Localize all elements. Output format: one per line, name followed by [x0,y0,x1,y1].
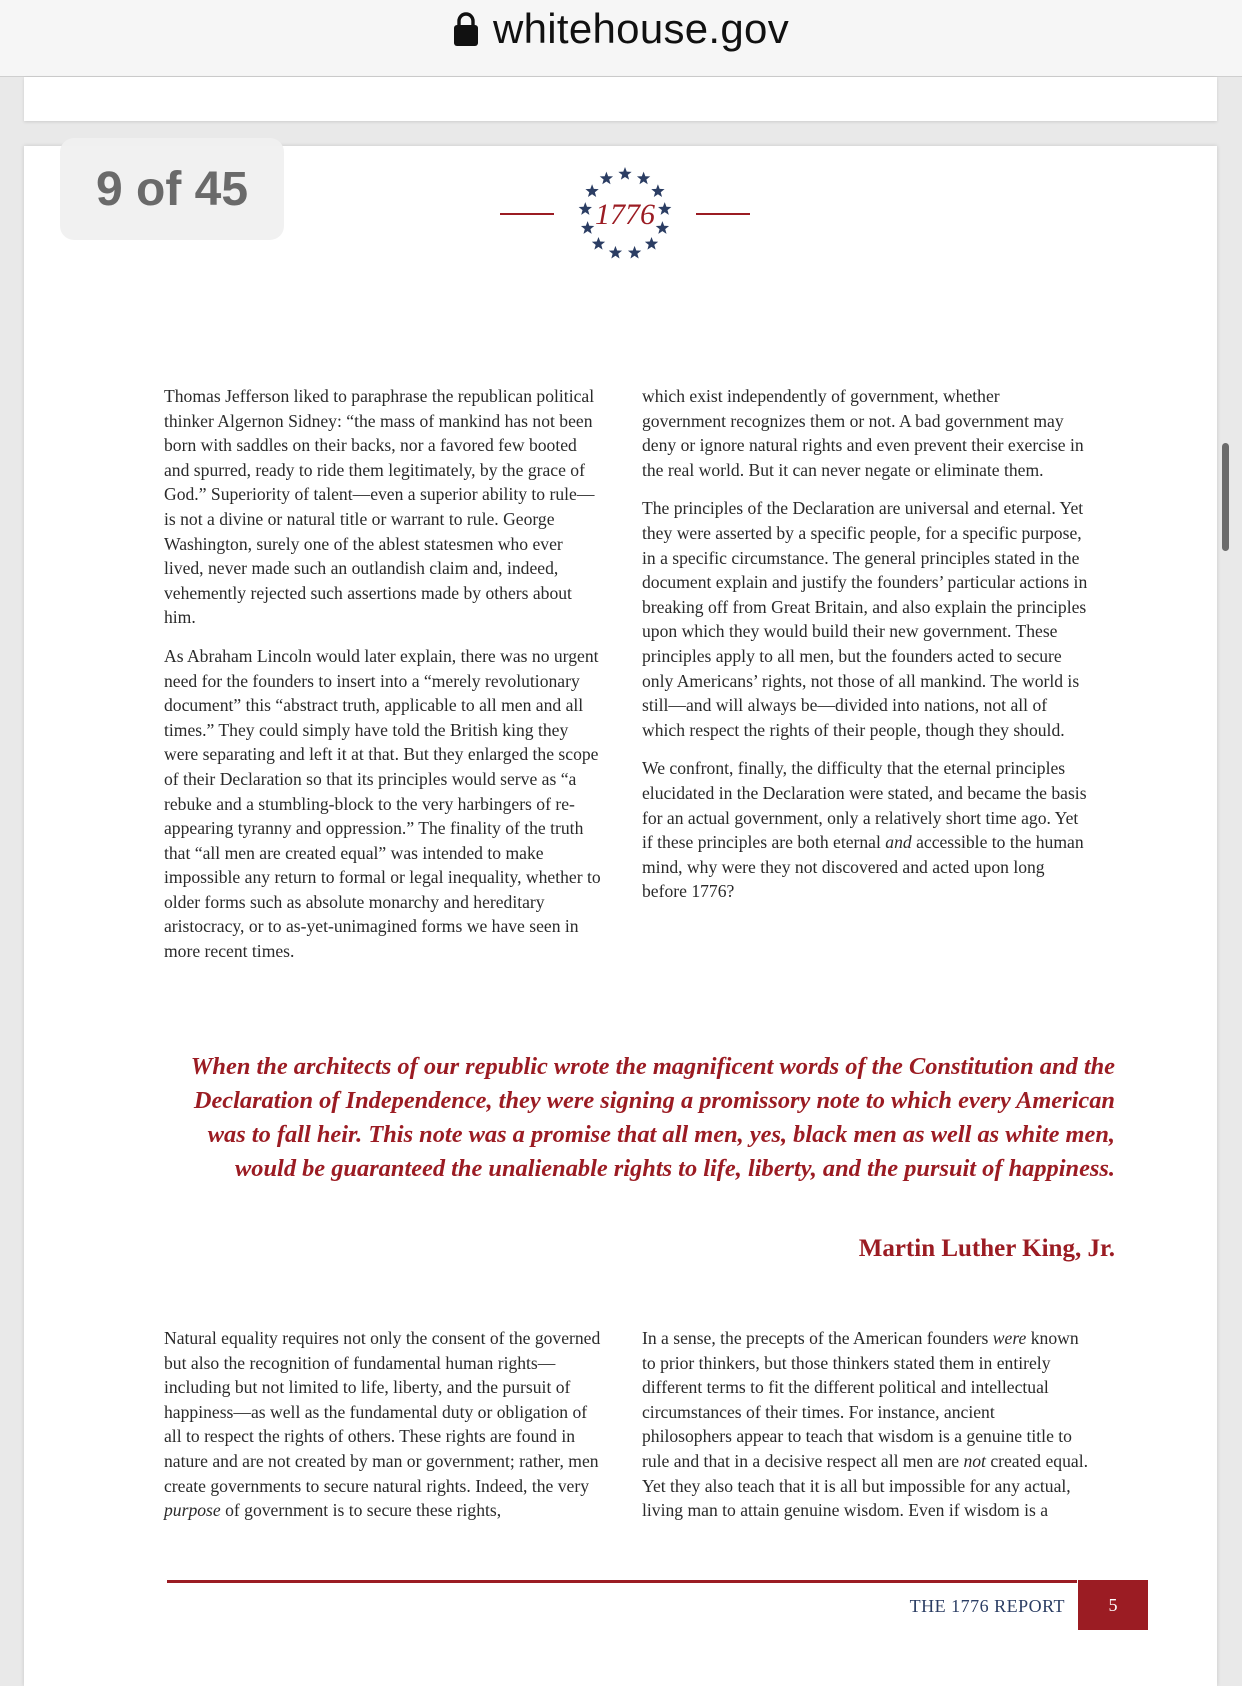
emblem-star [628,246,641,259]
pull-quote: When the architects of our republic wrote the magnificent words of the Constitution and the Declaration of Independence, they were signing a promissory note to which every American was to fall heir. This note was a promise that all men, yes, black men as well as white men, would be guaranteed the unalienable rights to life, liberty, and the pursuit of happiness. [190,1053,1115,1182]
text-run: created equal. Yet they also teach that it is all but impossible for any actual, living man to attain genuine wisdom. Even if wisdom is a [642,1450,1088,1521]
paragraph: The principles of the Declaration are universal and eternal. Yet they were asserted by a specific people, for a specific purpose, in a specific circumstance. The general principles stated in the document explain and justify the founders’ particular actions in breaking off from Great Britain, and also explain the principles upon which they would build their new government. These principles apply to all men, but the founders acted to secure only Americans’ rights, not those of all mankind. The world is still—and will always be—divided into nations, not all of which respect the rights of their people, though they should. [642,498,1088,740]
text-column-left-top [164,384,604,978]
previous-page [24,77,1217,121]
text-run: known to prior thinkers, but those thinkers stated them in entirely different terms to fit the different political and intellectual circumstances of their times. For instance, ancient philosophers appear to teach that wisdom is a genuine title to rule and that in a decisive respect all men are [642,1328,1079,1471]
emphasis: not [963,1450,986,1471]
text-run: of government is to secure these rights, [220,1500,502,1521]
text-run: In a sense, the precepts of the American founders [642,1328,993,1348]
url-text[interactable]: whitehouse.gov [492,5,790,52]
emblem-star [585,184,598,197]
address-wrap [453,5,789,53]
paragraph [642,1326,1088,1523]
page-counter: 9 of 45 [60,138,284,240]
text-column-left-bottom [164,1326,604,1537]
emphasis: purpose [164,1500,221,1521]
emblem-star [658,202,671,215]
text-run: Natural equality requires not only the consent of the governed but also the recognition of fundamental human rights—including but not limited to life, liberty, and the pursuit of happiness—as well as the fundamental duty or obligation of all to respect the rights of others. These rights are found in nature and are not created by man or government; rather, men create governments to secure natural rights. Indeed, the very [164,1328,601,1496]
text-column-right-top [642,384,1088,918]
emphasis: were [992,1328,1027,1348]
lock-icon [453,11,479,47]
emblem-star [645,237,658,250]
paragraph [164,1326,604,1523]
emblem-star [651,184,664,197]
emblem-star [609,246,622,259]
paragraph: which exist independently of government, whether government recognizes them or not. A bad government may deny or ignore natural rights and even prevent their exercise in the real world. But it can never negate or eliminate them. [642,386,1084,480]
paragraph [642,756,1088,904]
quote-author: Martin Luther King, Jr. [858,1235,1115,1262]
text-column-right-bottom [642,1326,1088,1537]
footer-rule [167,1580,1077,1583]
browser-address-bar[interactable] [0,0,1242,77]
emblem-star [579,202,592,215]
emphasis: and [885,832,912,853]
text-run: We confront, finally, the difficulty that the eternal principles elucidated in the Declaration were stated, and became the basis for an actual government, only a relatively short time ago. Yet if these principles are both eternal [642,758,1087,853]
text-run: accessible to the human mind, why were they not discovered and acted upon long before 1776? [642,832,1084,902]
scrollbar-thumb[interactable] [1222,443,1229,551]
paragraph: Thomas Jefferson liked to paraphrase the republican political thinker Algernon Sidney: “the mass of mankind has not been born with saddles on their backs, nor a favored few booted and spurred, ready to ride them legitimately, by the grace of God.” Superiority of talent—even a superior ability to rule—is not a divine or natural title or warrant to rule. George Washington, surely one of the ablest statesmen who ever lived, never made such an outlandish claim and, indeed, vehemently rejected such assertions made by others about him. [164,386,595,628]
emblem-year: 1776 [595,198,655,231]
emblem-star [600,172,613,185]
footer-title: THE 1776 REPORT [909,1596,1065,1616]
footer-page-number: 5 [1078,1580,1148,1630]
emblem-star [637,172,650,185]
emblem-star [618,167,631,180]
emblem-star [581,221,594,234]
emblem-1776 [500,166,750,272]
emblem-star [592,237,605,250]
emblem-star [656,221,669,234]
paragraph: As Abraham Lincoln would later explain, there was no urgent need for the founders to insert into a “merely revolutionary document” this “abstract truth, applicable to all men and all times.” They could simply have told the British king they were separating and left it at that. But they enlarged the scope of their Declaration so that its principles would serve as “a rebuke and a stumbling-block to the very harbingers of re-appearing tyranny and oppression.” The finality of the truth that “all men are created equal” was intended to make impossible any return to formal or legal inequality, whether to older forms such as absolute monarchy and hereditary aristocracy, or to as-yet-unimagined forms we have seen in more recent times. [164,645,601,962]
